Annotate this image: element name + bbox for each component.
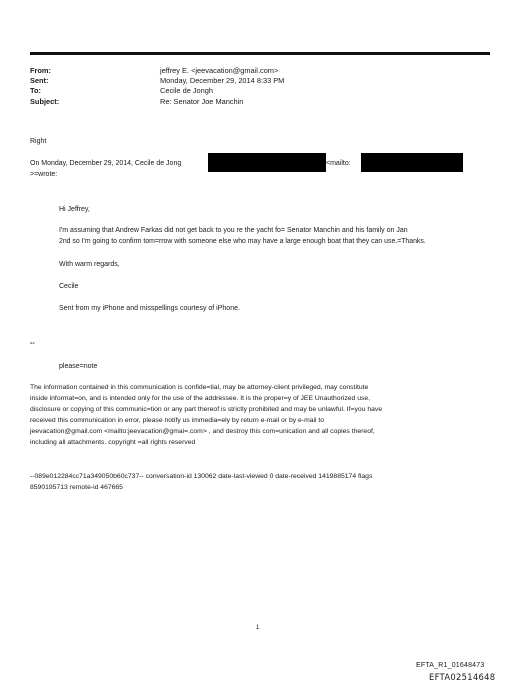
quote-line-1b: <mailto: — [326, 160, 351, 167]
paragraph-line-1: I'm assuming that Andrew Farkas did not get back to you re the yacht fo= Senator Manchin and his family on Jan — [59, 227, 408, 234]
paragraph-line-2: 2nd so I'm going to confirm tom=rrow with someone else who may have a large enough boat that they can use.=Thanks. — [59, 238, 426, 245]
signature: Cecile — [59, 283, 79, 290]
disclaimer-line: disclosure or copying of this communic=tion or any part thereof is strictly prohibited and may be unlawful. If=you have — [30, 406, 383, 413]
disclaimer-line: received this communication in error, please notify us immedia=ely by return e-mail or by e-mail to — [30, 417, 325, 424]
sent-from: Sent from my iPhone and misspellings courtesy of iPhone. — [59, 305, 240, 312]
page-number: 1 — [256, 625, 260, 631]
to-value: Cecile de Jongh — [160, 86, 214, 96]
quote-line-2: >=wrote: — [30, 171, 58, 178]
greeting: Hi Jeffrey, — [59, 206, 90, 213]
to-label: To: — [30, 86, 41, 96]
email-header — [30, 66, 284, 107]
footer-id-2: EFTA02514648 — [429, 672, 496, 682]
quote-line-1a: On Monday, December 29, 2014, Cecile de Jong — [30, 160, 182, 167]
from-label: From: — [30, 66, 51, 75]
disclaimer-line: The information contained in this communication is confide=tial, may be attorney-client privileged, may constitute — [30, 384, 369, 391]
separator: -- — [30, 340, 35, 347]
header-rule — [30, 52, 490, 55]
closing: With warm regards, — [59, 261, 120, 268]
disclaimer-line: including all attachments. copyright =all rights reserved — [30, 439, 196, 446]
from-value: jeffrey E. <jeevacation@gmail.com> — [160, 66, 279, 75]
to-row — [30, 86, 284, 96]
metadata-line-2: 8590195713 remote-id 467665 — [30, 484, 123, 491]
sent-row — [30, 76, 284, 86]
from-row — [30, 66, 284, 76]
redaction-box-2 — [361, 153, 463, 172]
reply-text: Right — [30, 138, 47, 145]
sent-value: Monday, December 29, 2014 8:33 PM — [160, 76, 285, 86]
sent-label: Sent: — [30, 76, 49, 86]
footer-id-1: EFTA_R1_01648473 — [416, 662, 485, 669]
disclaimer-line: jeevacation@gmail.com <mailto:jeevacation@gmai=.com> , and destroy this com=unication and all copies thereof, — [30, 428, 375, 435]
redaction-box-1 — [208, 153, 326, 172]
metadata-line-1: --089e012284cc71a349050b60c737-- conversation-id 130062 date-last-viewed 0 date-received 1419885174 flags — [30, 473, 373, 480]
subject-label: Subject: — [30, 96, 60, 106]
disclaimer-line: inside informat=on, and is intended only for the use of the addressee. It is the proper=y of JEE Unauthorized use, — [30, 395, 371, 402]
subject-row — [30, 97, 284, 107]
please-note: please=note — [59, 363, 98, 370]
subject-value: Re: Senator Joe Manchin — [160, 96, 244, 106]
